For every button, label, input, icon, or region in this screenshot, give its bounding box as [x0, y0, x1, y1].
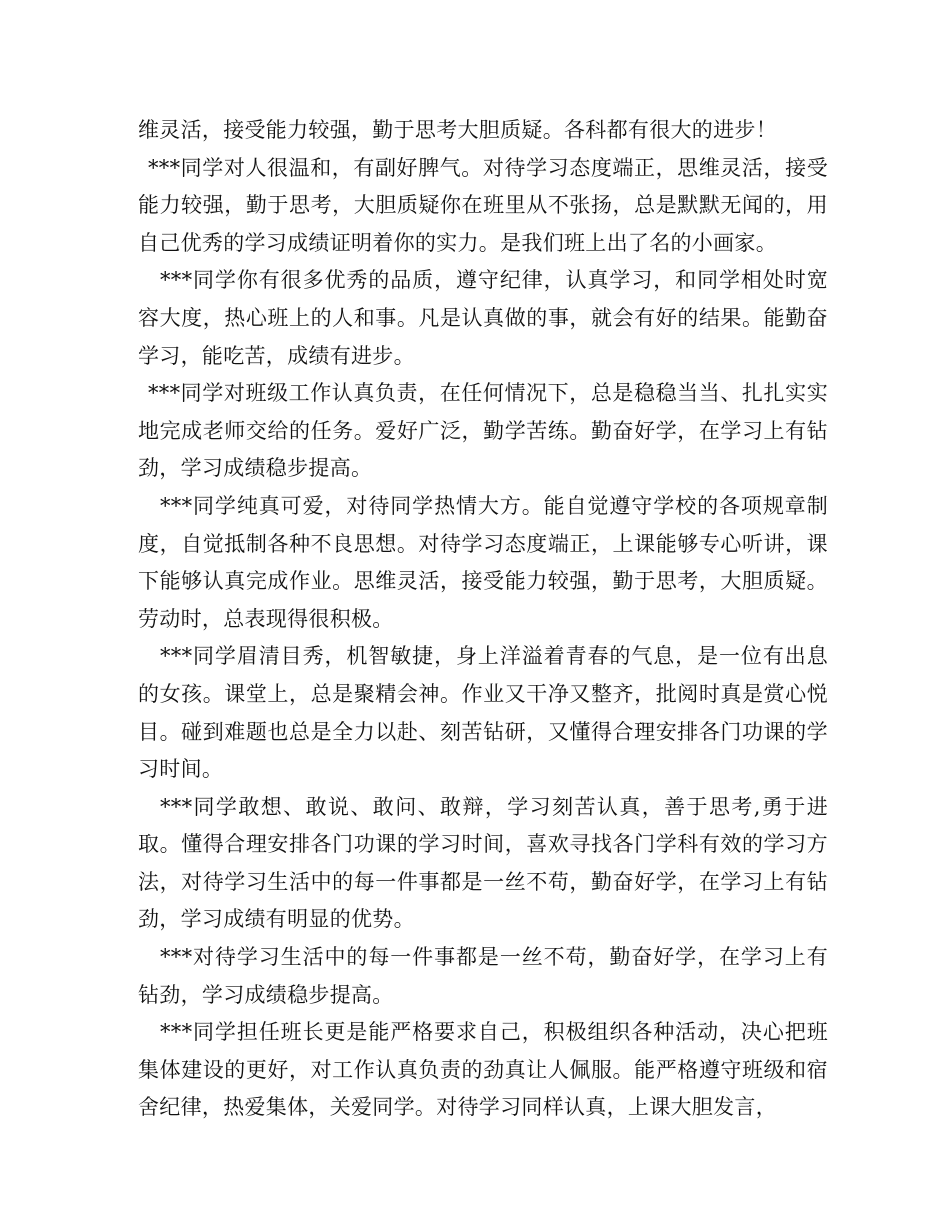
paragraph-comment-7: ***对待学习生活中的每一件事都是一丝不苟，勤奋好学，在学习上有钻劲，学习成绩稳步提高。	[138, 945, 828, 1007]
paragraph-comment-8: ***同学担任班长更是能严格要求自己，积极组织各种活动，决心把班集体建设的更好，对工作认真负责的劲真让人佩服。能严格遵守班级和宿舍纪律，热爱集体，关爱同学。对待学习同样认真，上课大胆发言，	[138, 1020, 828, 1120]
paragraph-comment-3: ***同学对班级工作认真负责，在任何情况下，总是稳稳当当、扎扎实实地完成老师交给的任务。爱好广泛，勤学苦练。勤奋好学，在学习上有钻劲，学习成绩稳步提高。	[138, 381, 828, 481]
paragraph-comment-1: ***同学对人很温和，有副好脾气。对待学习态度端正，思维灵活，接受能力较强，勤于思考，大胆质疑你在班里从不张扬，总是默默无闻的，用自己优秀的学习成绩证明着你的实力。是我们班上出了名的小画家。	[138, 155, 828, 255]
paragraph-continuation: 维灵活，接受能力较强，勤于思考大胆质疑。各科都有很大的进步！	[138, 118, 777, 142]
paragraph-comment-6: ***同学敢想、敢说、敢问、敢辩，学习刻苦认真，善于思考,勇于进取。懂得合理安排各门功课的学习时间，喜欢寻找各门学科有效的学习方法，对待学习生活中的每一件事都是一丝不苟，勤奋好学，在学习上有钻劲，学习成绩有明显的优势。	[138, 794, 828, 932]
paragraph-comment-2: ***同学你有很多优秀的品质，遵守纪律，认真学习，和同学相处时宽容大度，热心班上的人和事。凡是认真做的事，就会有好的结果。能勤奋学习，能吃苦，成绩有进步。	[138, 268, 828, 368]
paragraph-comment-4: ***同学纯真可爱，对待同学热情大方。能自觉遵守学校的各项规章制度，自觉抵制各种不良思想。对待学习态度端正，上课能够专心听讲，课下能够认真完成作业。思维灵活，接受能力较强，勤于思考，大胆质疑。劳动时，总表现得很积极。	[138, 493, 828, 631]
paragraph-comment-5: ***同学眉清目秀，机智敏捷，身上洋溢着青春的气息，是一位有出息的女孩。课堂上，总是聚精会神。作业又干净又整齐，批阅时真是赏心悦目。碰到难题也总是全力以赴、刻苦钻研，又懂得合理安排各门功课的学习时间。	[138, 644, 828, 782]
document-body	[138, 112, 828, 1127]
